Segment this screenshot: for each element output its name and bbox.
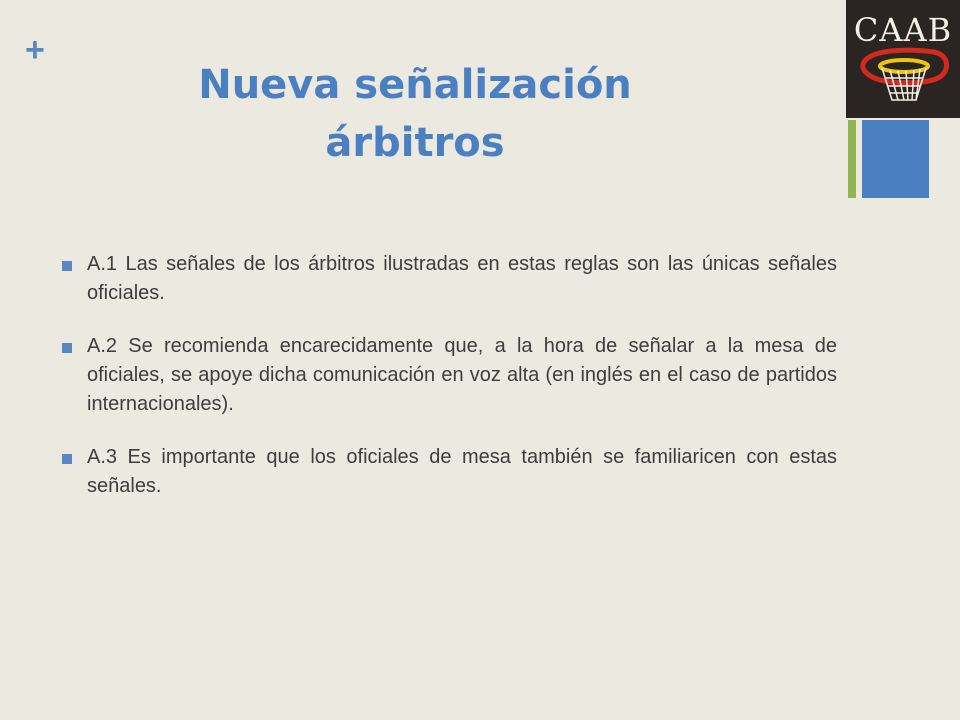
- bullet-item-3: [62, 443, 837, 501]
- square-bullet-icon: [62, 343, 72, 353]
- slide-title: [150, 56, 680, 172]
- logo-text: CAAB: [853, 11, 953, 49]
- bullet-text-1: A.1 Las señales de los árbitros ilustradas en estas reglas son las únicas señales oficiales.: [87, 253, 837, 304]
- accent-bar-blue: [862, 120, 929, 198]
- bullet-text-3: A.3 Es importante que los oficiales de mesa también se familiaricen con estas señales.: [87, 446, 837, 497]
- bullet-item-2: [62, 332, 837, 419]
- slide-title-line-1: Nueva señalización: [198, 62, 632, 108]
- slide-title-line-2: árbitros: [325, 120, 505, 166]
- caab-logo: [846, 0, 960, 118]
- bullet-item-1: [62, 250, 837, 308]
- square-bullet-icon: [62, 261, 72, 271]
- bullet-list: [62, 250, 837, 525]
- plus-decoration: +: [25, 31, 45, 69]
- accent-bar-green: [848, 120, 856, 198]
- square-bullet-icon: [62, 454, 72, 464]
- bullet-text-2: A.2 Se recomienda encarecidamente que, a la hora de señalar a la mesa de oficiales, se apoye dicha comunicación en voz alta (en inglés en el caso de partidos internacionales).: [87, 335, 837, 415]
